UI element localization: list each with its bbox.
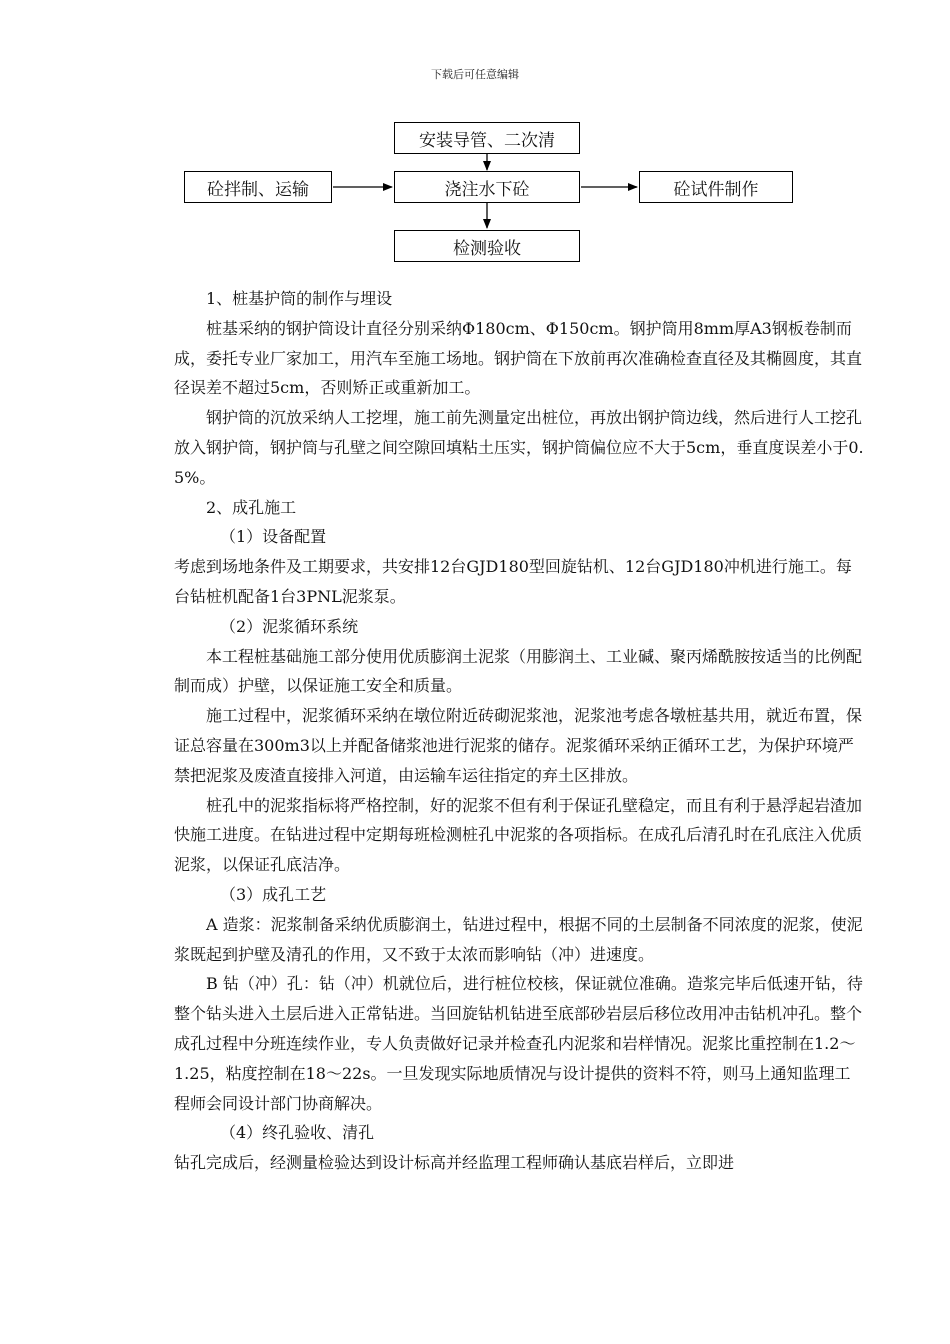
- section-title: 2、成孔施工: [206, 497, 297, 517]
- flow-box-install-conduit: 安装导管、二次清: [394, 122, 580, 154]
- subsection-title: （4）终孔验收、清孔: [220, 1123, 375, 1143]
- subsection-title: （2）泥浆循环系统: [220, 616, 359, 636]
- page-header-note: 下载后可任意编辑: [431, 68, 519, 81]
- subsection-title: （3）成孔工艺: [220, 884, 327, 904]
- paragraph: 钻孔完成后，经测量检验达到设计标高并经监理工程师确认基底岩样后，立即进: [174, 1153, 735, 1173]
- paragraph: 本工程桩基础施工部分使用优质膨润土泥浆（用膨润土、工业碱、聚丙烯酰胺按适当的比例配制而成）护壁，以保证施工安全和质量。: [174, 646, 863, 696]
- paragraph: A 造浆：泥浆制备采纳优质膨润土，钻进过程中，根据不同的土层制备不同浓度的泥浆，使泥浆既起到护壁及清孔的作用，又不致于太浓而影响钻（冲）进速度。: [174, 914, 863, 964]
- paragraph: 桩孔中的泥浆指标将严格控制，好的泥浆不但有利于保证孔壁稳定，而且有利于悬浮起岩渣加快施工进度。在钻进过程中定期每班检测桩孔中泥浆的各项指标。在成孔后清孔时在孔底注入优质泥浆，以保证孔底洁净。: [174, 795, 863, 875]
- flow-box-pour-concrete: 浇注水下砼: [394, 171, 580, 203]
- flow-box-test-specimens: 砼试件制作: [639, 171, 793, 203]
- document-body: [174, 284, 864, 1178]
- paragraph: 施工过程中，泥浆循环采纳在墩位附近砖砌泥浆池，泥浆池考虑各墩桩基共用，就近布置，保证总容量在300m3以上并配备储浆池进行泥浆的储存。泥浆循环采纳正循环工艺，为保护环境严禁把泥浆及废渣直接排入河道，由运输车运往指定的弃土区排放。: [174, 706, 863, 785]
- flow-box-inspection: 检测验收: [394, 230, 580, 262]
- paragraph: 钢护筒的沉放采纳人工挖埋，施工前先测量定出桩位，再放出钢护筒边线，然后进行人工挖孔放入钢护筒，钢护筒与孔壁之间空隙回填粘土压实，钢护筒偏位应不大于5cm，垂直度误差小于0.5%。: [174, 408, 864, 487]
- flowchart: [0, 0, 950, 270]
- section-title: 1、桩基护筒的制作与埋设: [206, 289, 393, 308]
- paragraph: 考虑到场地条件及工期要求，共安排12台GJD180型回旋钻机、12台GJD180冲机进行施工。每台钻桩机配备1台3PNL泥浆泵。: [174, 557, 852, 606]
- paragraph: B 钻（冲）孔：钻（冲）机就位后，进行桩位校核，保证就位准确。造浆完毕后低速开钻，待整个钻头进入土层后进入正常钻进。当回旋钻机钻进至底部砂岩层后移位改用冲击钻机冲孔。整个成孔过程中分班连续作业，专人负责做好记录并检查孔内泥浆和岩样情况。泥浆比重控制在1.2～1.25，粘度控制在18～22s。一旦发现实际地质情况与设计提供的资料不符，则马上通知监理工程师会同设计部门协商解决。: [174, 974, 863, 1113]
- subsection-title: （1）设备配置: [220, 527, 327, 547]
- flow-box-concrete-mixing: 砼拌制、运输: [184, 171, 332, 203]
- paragraph: 桩基采纳的钢护筒设计直径分别采纳Φ180cm、Φ150cm。钢护筒用8mm厚A3钢板卷制而成，委托专业厂家加工，用汽车至施工场地。钢护筒在下放前再次准确检查直径及其椭圆度，其直径误差不超过5cm，否则矫正或重新加工。: [174, 318, 863, 398]
